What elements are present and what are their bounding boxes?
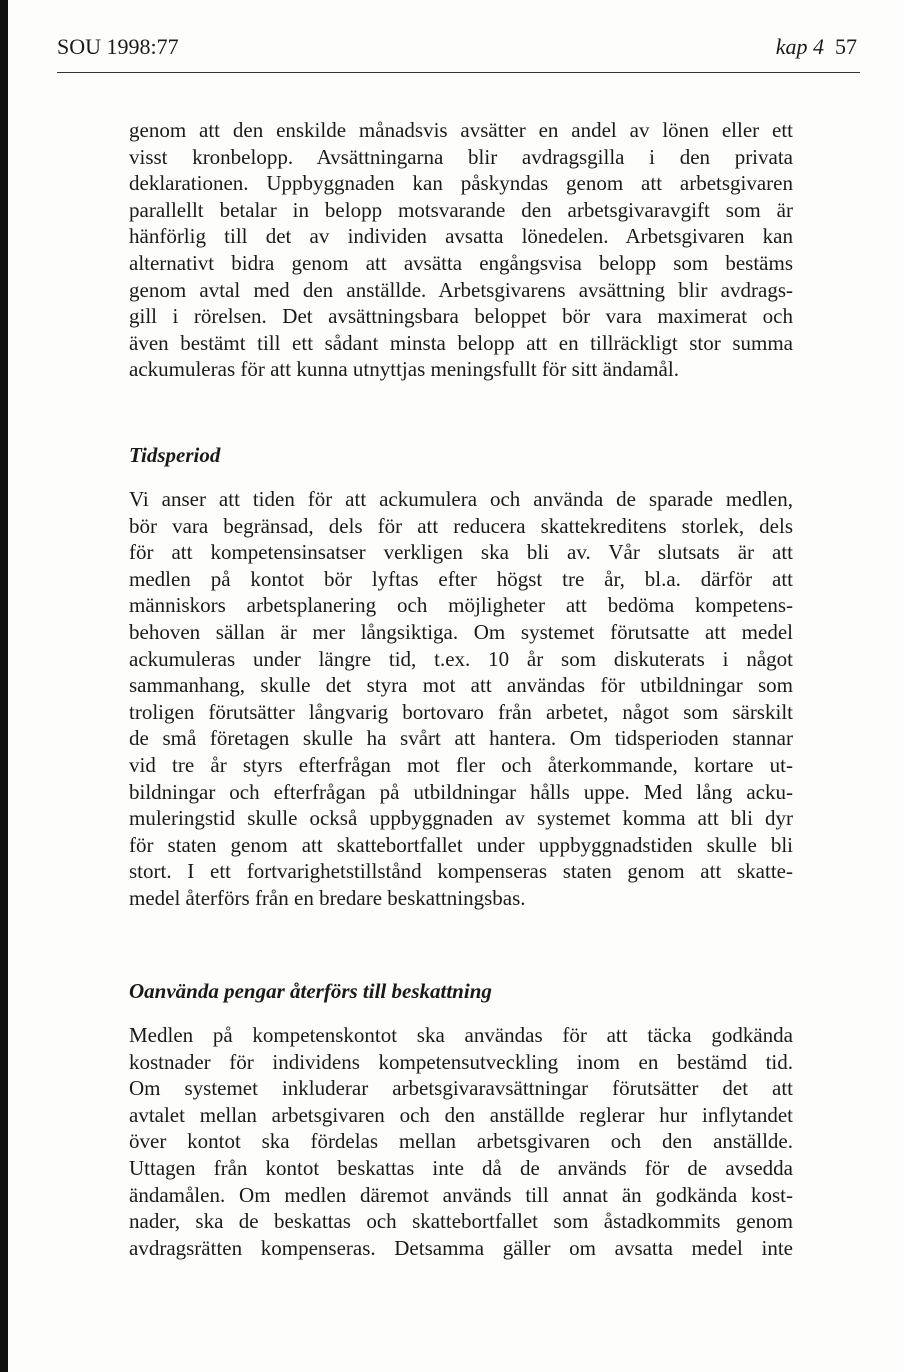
text-line: deklarationen. Uppbyggnaden kan påskyndas genom att arbetsgivaren (129, 171, 793, 196)
text-line: hänförlig till det av individen avsatta lönedelen. Arbetsgivaren kan (129, 224, 793, 249)
text-line: bildningar och efterfrågan på utbildningar hålls uppe. Med lång acku- (129, 779, 793, 804)
text-line: människors arbetsplanering och möjligheter att bedöma kompetens- (129, 593, 793, 618)
text-line: ändamålen. Om medlen däremot används till annat än godkända kost- (129, 1182, 793, 1207)
text-line: Vi anser att tiden för att ackumulera och använda de sparade medlen, (129, 487, 793, 511)
text-line: Om systemet inkluderar arbetsgivaravsättningar förutsätter det att (129, 1076, 793, 1101)
text-line: vid tre år styrs efterfrågan mot fler och återkommande, kortare ut- (129, 752, 793, 777)
text-line: behoven sällan är mer långsiktiga. Om systemet förutsatte att medel (129, 619, 793, 644)
text-line: troligen förutsätter långvarig bortovaro från arbetet, något som särskilt (129, 699, 793, 724)
paragraph-oanvanda-pengar (129, 1022, 793, 1261)
text-line: genom avtal med den anställde. Arbetsgivarens avsättning blir avdrags- (129, 277, 793, 302)
section-heading-tidsperiod: Tidsperiod (129, 443, 221, 467)
text-line: kostnader för individens kompetensutveckling inom en bestämd tid. (129, 1049, 793, 1074)
text-line: stort. I ett fortvarighetstillstånd kompenseras staten genom att skatte- (129, 859, 793, 884)
text-line: muleringstid skulle också uppbyggnaden av systemet komma att bli dyr (129, 806, 793, 831)
text-line: nader, ska de beskattas och skattebortfallet som åstadkommits genom (129, 1209, 793, 1234)
chapter-label: kap 4 (775, 34, 824, 59)
paragraph-intro (129, 117, 793, 383)
text-line: alternativt bidra genom att avsätta engångsvisa belopp som bestäms (129, 250, 793, 275)
text-line: genom att den enskilde månadsvis avsätter en andel av lönen eller ett (129, 118, 793, 142)
text-line: Uttagen från kontot beskattas inte då de används för de avsedda (129, 1155, 793, 1180)
text-line: över kontot ska fördelas mellan arbetsgivaren och den anställde. (129, 1129, 793, 1154)
text-line: visst kronbelopp. Avsättningarna blir avdragsgilla i den privata (129, 144, 793, 169)
text-line: gill i rörelsen. Det avsättningsbara beloppet bör vara maximerat och (129, 304, 793, 329)
text-line: sammanhang, skulle det styra mot att användas för utbildningar som (129, 673, 793, 698)
page-number: 57 (835, 34, 857, 59)
report-reference: SOU 1998:77 (57, 34, 179, 59)
text-line: medel återförs från en bredare beskattningsbas. (129, 885, 526, 910)
text-line: avtalet mellan arbetsgivaren och den anställde reglerar hur inflytandet (129, 1102, 793, 1127)
text-line: Medlen på kompetenskontot ska användas för att täcka godkända (129, 1023, 793, 1047)
header-rule (57, 72, 860, 73)
text-line: avdragsrätten kompenseras. Detsamma gäller om avsatta medel inte (129, 1235, 793, 1260)
text-line: de små företagen skulle ha svårt att hantera. Om tidsperioden stannar (129, 726, 793, 751)
text-line: för staten genom att skattebortfallet under uppbyggnadstiden skulle bli (129, 832, 793, 857)
text-line: för att kompetensinsatser verkligen ska bli av. Vår slutsats är att (129, 540, 793, 565)
text-line: bör vara begränsad, dels för att reducera skattekreditens storlek, dels (129, 513, 793, 538)
text-line: ackumuleras under längre tid, t.ex. 10 år som diskuterats i något (129, 646, 793, 671)
text-line: även bestämt till ett sådant minsta belopp att en tillräckligt stor summa (129, 330, 793, 355)
text-line: parallellt betalar in belopp motsvarande den arbetsgivaravgift som är (129, 197, 793, 222)
scan-edge-shadow (0, 0, 8, 1372)
text-line: medlen på kontot bör lyftas efter högst tre år, bl.a. därför att (129, 566, 793, 591)
paragraph-tidsperiod (129, 486, 793, 912)
running-header (57, 34, 859, 74)
section-heading-oanvanda-pengar: Oanvända pengar återförs till beskattning (129, 979, 492, 1003)
page-locator (776, 34, 857, 60)
text-line: ackumuleras för att kunna utnyttjas meningsfullt för sitt ändamål. (129, 357, 679, 382)
